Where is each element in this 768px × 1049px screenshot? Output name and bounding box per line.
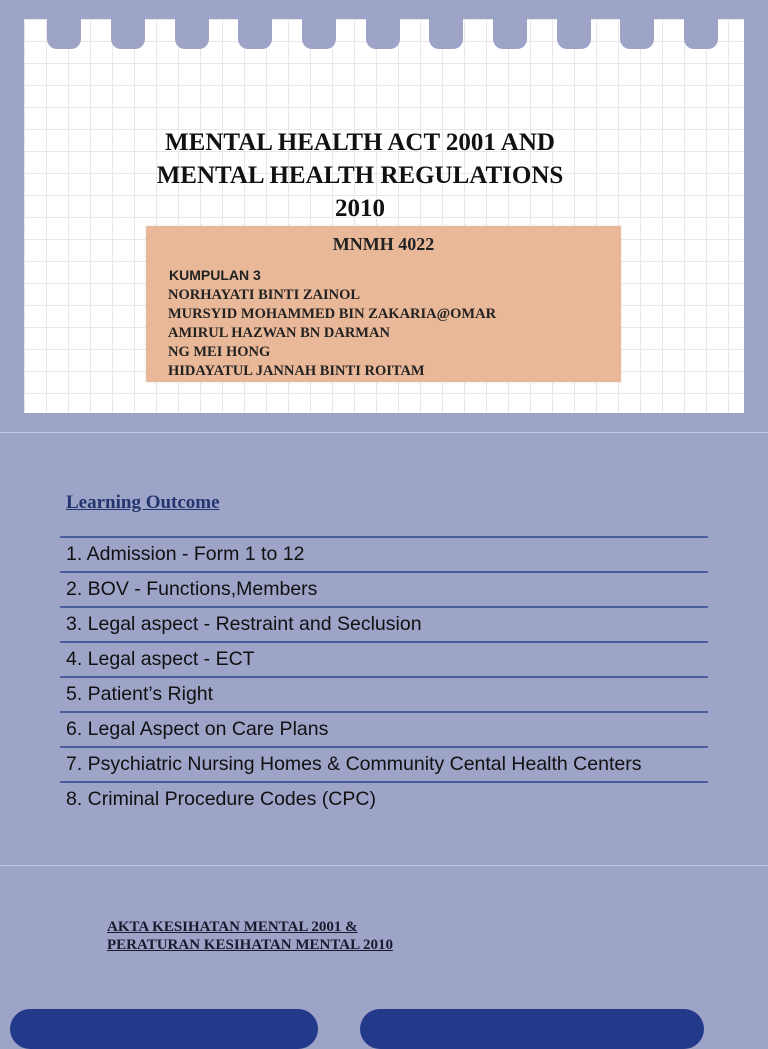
binder-hole [47,19,81,49]
list-item: 4. Legal aspect - ECT [60,641,708,676]
course-code: MNMH 4022 [332,234,435,254]
binder-hole [238,19,272,49]
binder-hole [111,19,145,49]
binder-hole [684,19,718,49]
list-item: 3. Legal aspect - Restraint and Seclusion [60,606,708,641]
binder-hole [302,19,336,49]
learning-outcome-heading: Learning Outcome [66,492,220,513]
title-line: 2010 [335,195,385,222]
list-item: 8. Criminal Procedure Codes (CPC) [60,781,708,816]
slide-divider [0,865,768,866]
binder-hole [557,19,591,49]
learning-outcome-list [60,536,708,816]
title-slide [0,0,768,432]
binder-hole [175,19,209,49]
akta-title [107,918,393,954]
section-tab-left [10,1009,318,1049]
list-item: 7. Psychiatric Nursing Homes & Community Cental Health Centers [60,746,708,781]
member-name: NORHAYATI BINTI ZAINOL [168,287,361,303]
section-tab-right [360,1009,704,1049]
slide-divider [0,432,768,433]
member-name: HIDAYATUL JANNAH BINTI ROITAM [168,363,425,379]
binder-hole [366,19,400,49]
group-label: KUMPULAN 3 [169,267,261,283]
group-info-box [146,226,621,382]
akta-title-line: PERATURAN KESIHATAN MENTAL 2010 [107,937,393,953]
binder-hole [620,19,654,49]
title-line: MENTAL HEALTH REGULATIONS [156,162,564,189]
list-item: 1. Admission - Form 1 to 12 [60,536,708,571]
member-name: AMIRUL HAZWAN BN DARMAN [168,325,390,341]
list-item: 2. BOV - Functions,Members [60,571,708,606]
member-name: NG MEI HONG [168,344,271,360]
title-line: MENTAL HEALTH ACT 2001 AND [165,129,555,156]
akta-title-line: AKTA KESIHATAN MENTAL 2001 & [107,919,358,935]
slide-title [100,126,620,225]
list-item: 6. Legal Aspect on Care Plans [60,711,708,746]
binder-hole [429,19,463,49]
list-item: 5. Patient’s Right [60,676,708,711]
binder-hole [493,19,527,49]
member-name: MURSYID MOHAMMED BIN ZAKARIA@OMAR [168,306,497,322]
